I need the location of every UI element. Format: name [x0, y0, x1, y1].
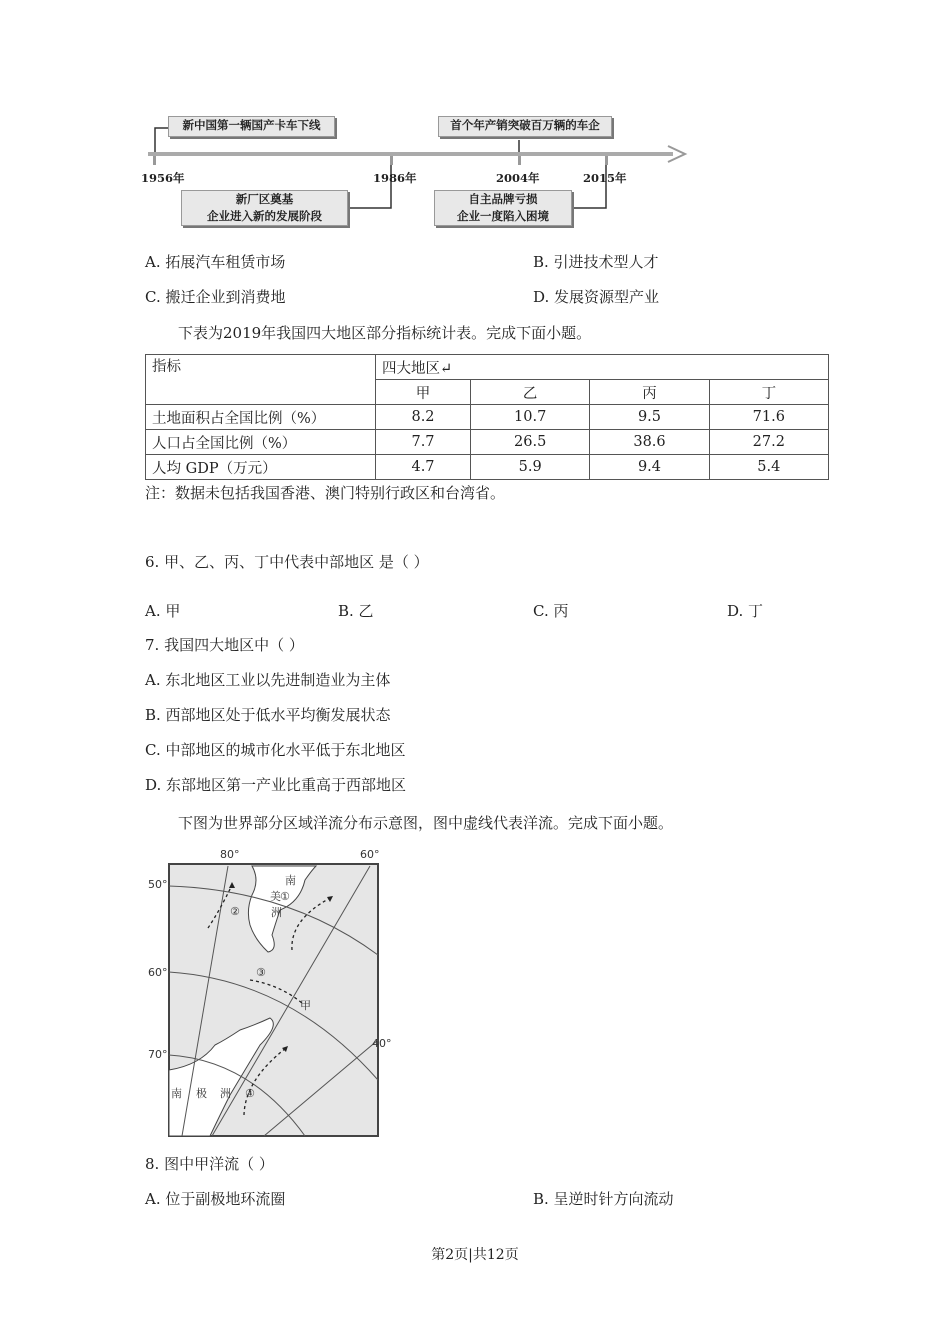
- q8-option-a: A. 位于副极地环流圈: [145, 1190, 286, 1208]
- cell: 5.9: [471, 455, 590, 480]
- q6-option-d: D. 丁: [727, 602, 764, 620]
- year-label: 1986年: [373, 171, 417, 185]
- lon-label: 80°: [220, 848, 240, 861]
- page-footer: 第2页|共12页: [431, 1247, 519, 1263]
- year-label: 2004年: [496, 171, 540, 185]
- map-label: ④: [245, 1087, 255, 1100]
- map-label: ③: [256, 966, 266, 979]
- map-label: 洲: [271, 906, 282, 919]
- question-8: 8. 图中甲洋流（ ）: [145, 1155, 274, 1173]
- cell: 27.2: [709, 430, 828, 455]
- table-note: 注：数据未包括我国香港、澳门特别行政区和台湾省。: [145, 484, 506, 502]
- lon-label: 40°: [372, 1037, 392, 1050]
- option-b: B. 引进技术型人才: [533, 253, 659, 271]
- q7-option-b: B. 西部地区处于低水平均衡发展状态: [145, 706, 391, 724]
- header-indicator: 指标: [146, 355, 376, 405]
- cell: 26.5: [471, 430, 590, 455]
- map-label: 极: [196, 1087, 207, 1100]
- cell: 8.2: [376, 405, 471, 430]
- col-header: 丙: [590, 380, 709, 405]
- cell: 9.4: [590, 455, 709, 480]
- col-header: 乙: [471, 380, 590, 405]
- map-label: 南: [285, 874, 296, 887]
- table-header-row: [146, 355, 829, 380]
- ocean-current-map: [140, 840, 400, 1140]
- cell: 4.7: [376, 455, 471, 480]
- option-c: C. 搬迁企业到消费地: [145, 288, 286, 306]
- lat-label: 60°: [148, 966, 168, 979]
- option-d: D. 发展资源型产业: [533, 288, 660, 306]
- q8-option-b: B. 呈逆时针方向流动: [533, 1190, 674, 1208]
- option-a: A. 拓展汽车租赁市场: [145, 253, 286, 271]
- question-7: 7. 我国四大地区中（ ）: [145, 636, 304, 654]
- col-header: 甲: [376, 380, 471, 405]
- map-label: ①: [280, 890, 290, 903]
- q7-option-d: D. 东部地区第一产业比重高于西部地区: [145, 776, 407, 794]
- lat-label: 50°: [148, 878, 168, 891]
- cell: 38.6: [590, 430, 709, 455]
- cell: 71.6: [709, 405, 828, 430]
- event-1986-box: 新厂区奠基 企业进入新的发展阶段: [181, 190, 348, 226]
- event-2015-box: 自主品牌亏损 企业一度陷入困境: [434, 190, 572, 226]
- q7-option-a: A. 东北地区工业以先进制造业为主体: [145, 671, 391, 689]
- q6-option-c: C. 丙: [533, 602, 569, 620]
- stats-table: [145, 354, 829, 480]
- map-label: 甲: [300, 999, 311, 1012]
- map-label: 美: [270, 890, 281, 903]
- cell: 5.4: [709, 455, 828, 480]
- q6-option-a: A. 甲: [145, 602, 181, 620]
- q7-option-c: C. 中部地区的城市化水平低于东北地区: [145, 741, 406, 759]
- question-6: 6. 甲、乙、丙、丁中代表中部地区 是（ ）: [145, 553, 429, 571]
- row-label: 人均 GDP（万元）: [146, 455, 376, 480]
- event-2004-box: 首个年产销突破百万辆的车企: [438, 116, 612, 137]
- lat-label: 70°: [148, 1048, 168, 1061]
- header-group: 四大地区↵: [376, 355, 829, 380]
- year-label: 1956年: [141, 171, 185, 185]
- table-row: [146, 405, 829, 430]
- lon-label: 60°: [360, 848, 380, 861]
- map-label: 南: [171, 1087, 182, 1100]
- row-label: 人口占全国比例（%）: [146, 430, 376, 455]
- table-row: [146, 430, 829, 455]
- year-label: 2015年: [583, 171, 627, 185]
- intro-text: 下表为2019年我国四大地区部分指标统计表。完成下面小题。: [178, 324, 592, 342]
- event-1956-box: 新中国第一辆国产卡车下线: [168, 116, 335, 137]
- intro-text-2: 下图为世界部分区域洋流分布示意图，图中虚线代表洋流。完成下面小题。: [178, 814, 674, 832]
- cell: 7.7: [376, 430, 471, 455]
- cell: 9.5: [590, 405, 709, 430]
- cell: 10.7: [471, 405, 590, 430]
- col-header: 丁: [709, 380, 828, 405]
- map-label: 洲: [220, 1087, 231, 1100]
- map-label: ②: [230, 905, 240, 918]
- table-row: [146, 455, 829, 480]
- q6-option-b: B. 乙: [338, 602, 374, 620]
- row-label: 土地面积占全国比例（%）: [146, 405, 376, 430]
